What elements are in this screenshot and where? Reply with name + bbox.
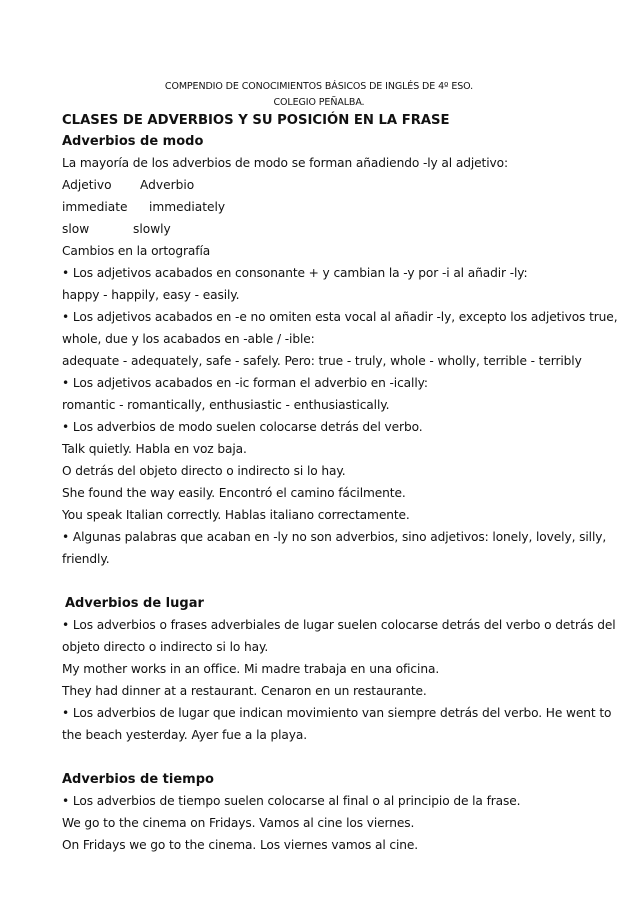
text-line: friendly. — [62, 552, 110, 566]
text-line: Talk quietly. Habla en voz baja. — [62, 442, 247, 456]
modo-intro: La mayoría de los adverbios de modo se forman añadiendo -ly al adjetivo: — [62, 156, 508, 170]
text-line: the beach yesterday. Ayer fue a la playa. — [62, 728, 308, 742]
text-line: They had dinner at a restaurant. Cenaron en un restaurante. — [62, 684, 427, 698]
text-line: • Los adverbios o frases adverbiales de lugar suelen colocarse detrás del verbo o detrás del — [62, 618, 616, 632]
section-heading-modo: Adverbios de modo — [62, 134, 204, 149]
text-line: happy - happily, easy - easily. — [62, 288, 240, 302]
text-line: My mother works in an office. Mi madre trabaja en una oficina. — [62, 662, 440, 676]
section-heading-lugar: Adverbios de lugar — [65, 596, 204, 611]
table-cell-adv: immediately — [149, 200, 226, 214]
text-line: • Los adjetivos acabados en -ic forman el adverbio en -ically: — [62, 376, 428, 390]
table-header-adverbio: Adverbio — [140, 178, 195, 192]
section-heading-tiempo: Adverbios de tiempo — [62, 772, 214, 787]
table-header-adjetivo: Adjetivo — [62, 178, 112, 192]
header-line-2: COLEGIO PEÑALBA. — [273, 97, 365, 108]
text-line: • Los adjetivos acabados en -e no omiten esta vocal al añadir -ly, excepto los adjetivos true, — [62, 310, 618, 324]
text-line: • Los adverbios de lugar que indican movimiento van siempre detrás del verbo. He went to — [62, 706, 612, 720]
text-line: We go to the cinema on Fridays. Vamos al cine los viernes. — [62, 816, 415, 830]
page-title: CLASES DE ADVERBIOS Y SU POSICIÓN EN LA FRASE — [62, 113, 450, 128]
text-line: • Algunas palabras que acaban en -ly no son adverbios, sino adjetivos: lonely, lovely, silly, — [62, 530, 607, 544]
text-line: On Fridays we go to the cinema. Los viernes vamos al cine. — [62, 838, 419, 852]
text-line: • Los adjetivos acabados en consonante + y cambian la -y por -i al añadir -ly: — [62, 266, 528, 280]
text-line: • Los adverbios de modo suelen colocarse detrás del verbo. — [62, 420, 423, 434]
table-cell-adj: immediate — [62, 200, 128, 214]
text-line: romantic - romantically, enthusiastic - enthusiastically. — [62, 398, 390, 412]
text-line: whole, due y los acabados en -able / -ible: — [62, 332, 315, 346]
text-line: Cambios en la ortografía — [62, 244, 211, 258]
header-line-1: COMPENDIO DE CONOCIMIENTOS BÁSICOS DE INGLÉS DE 4º ESO. — [164, 81, 474, 92]
text-line: You speak Italian correctly. Hablas italiano correctamente. — [62, 508, 410, 522]
text-line: She found the way easily. Encontró el camino fácilmente. — [62, 486, 406, 500]
table-cell-adj: slow — [62, 222, 90, 236]
text-line: objeto directo o indirecto si lo hay. — [62, 640, 269, 654]
text-line: O detrás del objeto directo o indirecto si lo hay. — [62, 464, 346, 478]
text-line: adequate - adequately, safe - safely. Pero: true - truly, whole - wholly, terrible - terribly — [62, 354, 582, 368]
table-cell-adv: slowly — [133, 222, 171, 236]
text-line: • Los adverbios de tiempo suelen colocarse al final o al principio de la frase. — [62, 794, 521, 808]
